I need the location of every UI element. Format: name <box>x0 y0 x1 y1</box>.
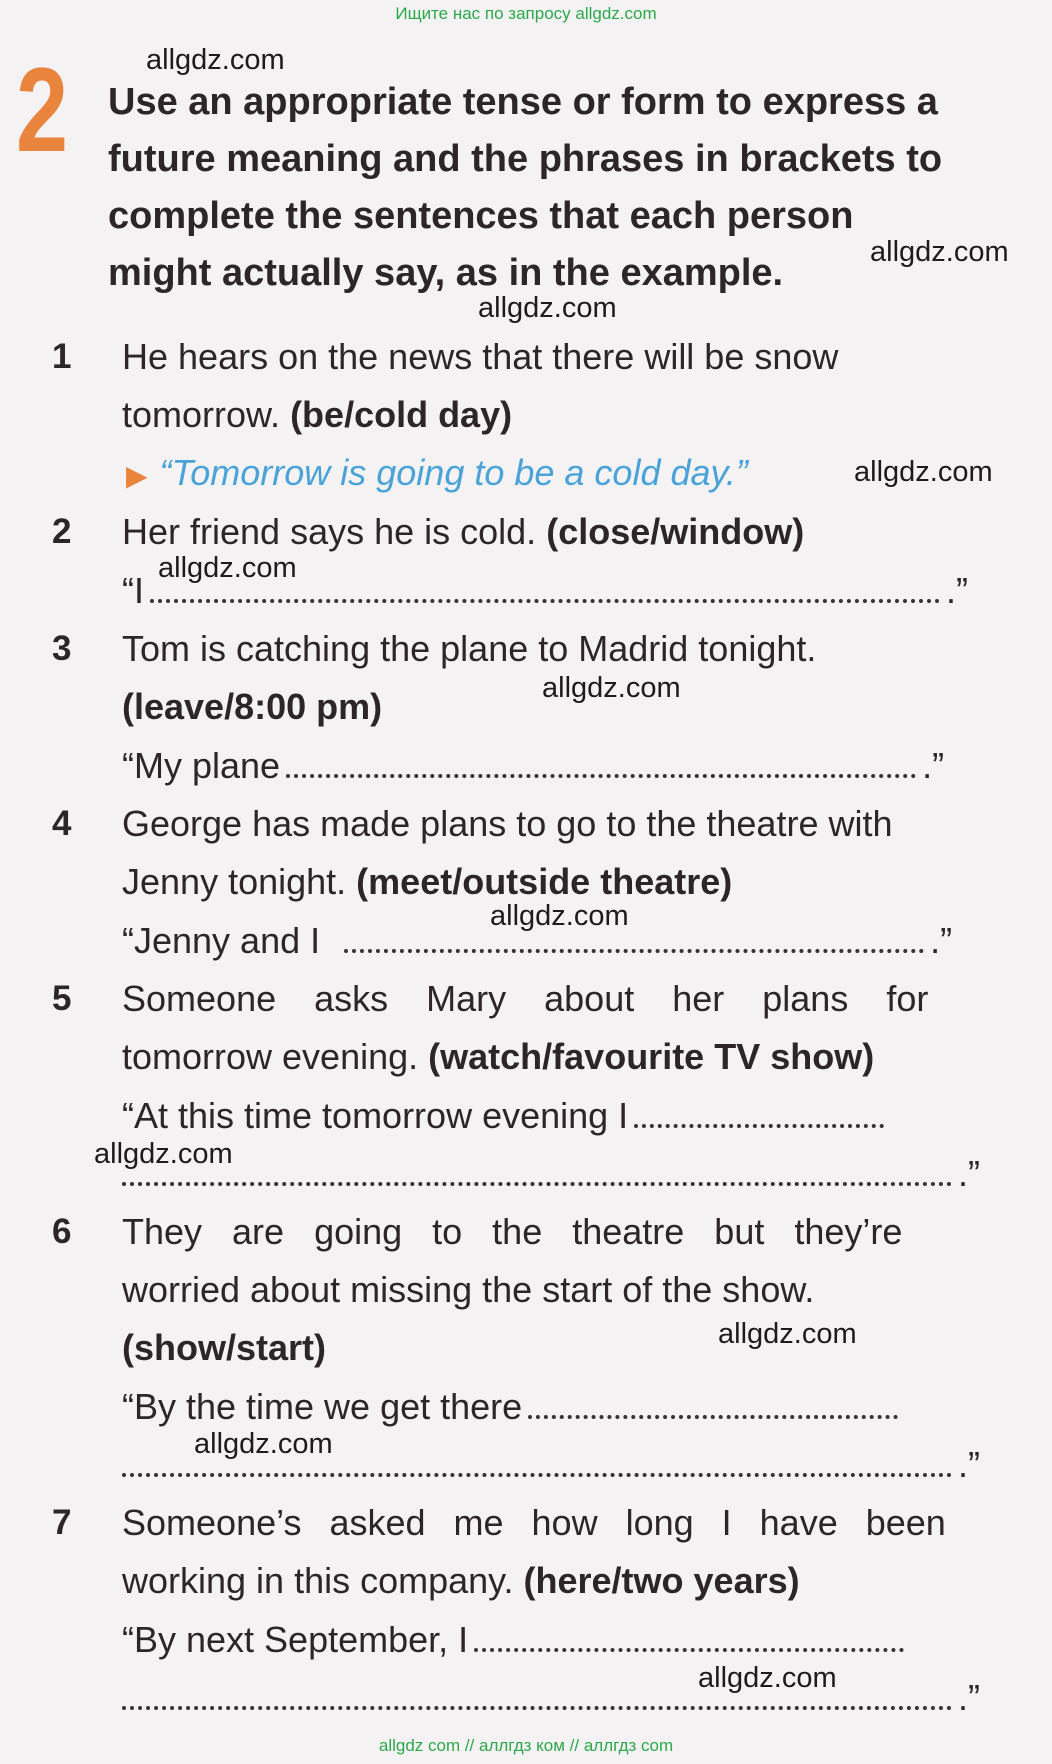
item-text <box>122 620 982 678</box>
item-text: He hears on the news that there will be snow <box>122 336 839 377</box>
answer-blank[interactable] <box>344 911 924 953</box>
answer-end: .” <box>958 1153 980 1194</box>
watermark: allgdz.com <box>194 1428 333 1460</box>
watermark: allgdz.com <box>698 1662 837 1694</box>
watermark: allgdz.com <box>854 456 993 488</box>
item-text: Someone asks Mary about her plans for <box>122 978 929 1019</box>
answer-start: “At this time tomorrow evening I <box>122 1095 629 1136</box>
answer-end: .” <box>922 745 945 786</box>
answer-line[interactable] <box>122 1086 982 1145</box>
item-number: 3 <box>52 629 72 668</box>
item-text-part: Jenny tonight. <box>122 861 347 902</box>
item-prompt: (meet/outside theatre) <box>356 861 733 902</box>
watermark: allgdz.com <box>94 1138 233 1170</box>
item-text-part: tomorrow. <box>122 394 281 435</box>
item-number: 5 <box>52 979 72 1018</box>
watermark: allgdz.com <box>478 292 617 324</box>
instruction-line: complete the sentences that each person <box>108 195 854 237</box>
item-text: Someone’s asked me how long I have been <box>122 1502 946 1543</box>
answer-start: “Jenny and I <box>122 920 321 961</box>
instruction-line: Use an appropriate tense or form to express a <box>108 81 938 123</box>
item-prompt: (show/start) <box>122 1327 327 1368</box>
instruction-line: future meaning and the phrases in brackets to <box>108 138 943 180</box>
item-number: 7 <box>52 1503 72 1542</box>
item-text <box>122 1552 982 1610</box>
top-banner[interactable]: Ищите нас по запросу allgdz.com <box>395 4 657 23</box>
answer-end: .” <box>958 1677 980 1718</box>
answer-start: “By next September, I <box>122 1619 469 1660</box>
item-text-part: working in this company. <box>122 1560 514 1601</box>
instruction-line: might actually say, as in the example. <box>108 252 784 294</box>
item-number: 6 <box>52 1212 72 1251</box>
item-number: 2 <box>52 512 72 551</box>
answer-line-continued[interactable] <box>122 1668 982 1727</box>
item-prompt: (watch/favourite TV show) <box>428 1036 875 1077</box>
item-text <box>122 386 982 444</box>
item-prompt: (here/two years) <box>523 1560 800 1601</box>
item-number: 4 <box>52 804 72 843</box>
exercise-number: 2 <box>16 43 69 177</box>
item-text-part: tomorrow evening. <box>122 1036 419 1077</box>
answer-end: .” <box>958 1444 980 1485</box>
item-text-part: Tom is catching the plane to Madrid tonight. <box>122 628 817 669</box>
answer-end: .” <box>930 920 953 961</box>
item-prompt: (close/window) <box>546 511 805 552</box>
item-text: George has made plans to go to the theatre with <box>122 803 893 844</box>
exercise-instruction <box>108 74 988 302</box>
item-prompt: (leave/8:00 pm) <box>122 686 383 727</box>
answer-blank[interactable] <box>122 1144 952 1186</box>
answer-blank[interactable] <box>528 1377 898 1419</box>
item-text-part: Her friend says he is cold. <box>122 511 537 552</box>
answer-line[interactable] <box>122 736 982 795</box>
item-prompt: (be/cold day) <box>290 394 513 435</box>
watermark: allgdz.com <box>158 552 297 584</box>
answer-blank[interactable] <box>634 1086 884 1128</box>
watermark: allgdz.com <box>542 672 681 704</box>
item-text <box>122 1028 982 1086</box>
watermark: allgdz.com <box>146 44 285 76</box>
answer-blank[interactable] <box>286 736 916 778</box>
answer-start: “By the time we get there <box>122 1386 523 1427</box>
example-text: “Tomorrow is going to be a cold day.” <box>159 452 748 493</box>
answer-line-continued[interactable] <box>122 1144 982 1203</box>
answer-blank[interactable] <box>474 1610 904 1652</box>
answer-end: .” <box>946 570 968 611</box>
answer-line[interactable] <box>122 1610 982 1669</box>
item-text: worried about missing the start of the show. <box>122 1269 815 1310</box>
item-number: 1 <box>52 337 72 376</box>
answer-start: “My plane <box>122 745 281 786</box>
bottom-banner[interactable]: allgdz com // аллгдз ком // аллгдз com <box>378 1736 674 1755</box>
watermark: allgdz.com <box>718 1318 857 1350</box>
watermark: allgdz.com <box>870 236 1009 268</box>
triangle-arrow-icon: ▶ <box>126 460 148 491</box>
watermark: allgdz.com <box>490 900 629 932</box>
item-text: They are going to the theatre but they’re <box>122 1211 903 1252</box>
answer-start: “I <box>122 570 144 611</box>
